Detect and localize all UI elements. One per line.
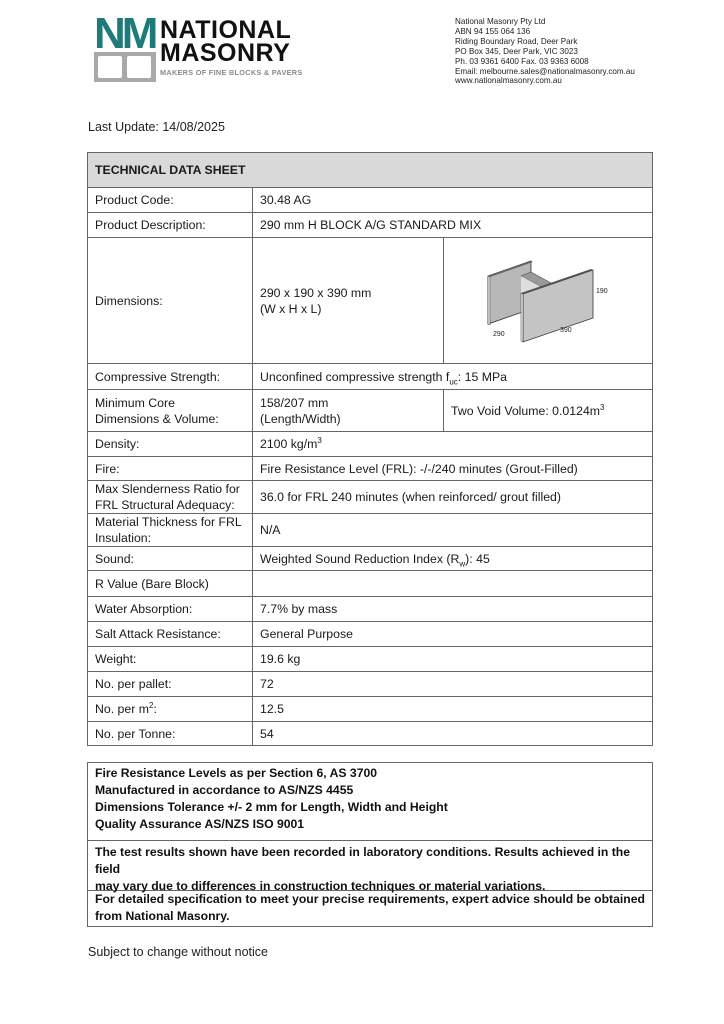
advice-section: For detailed specification to meet your precise requirements, expert advice should be obtained from National Masonry.	[95, 892, 645, 923]
min-core-value: 158/207 mm (Length/Width)	[253, 390, 444, 432]
table-row	[88, 481, 653, 514]
dimensions-diagram-cell	[444, 238, 653, 364]
salt-attack-label: Salt Attack Resistance:	[88, 622, 253, 647]
table-row	[88, 364, 653, 390]
material-thickness-label: Material Thickness for FRL Insulation:	[88, 514, 253, 547]
table-row	[88, 672, 653, 697]
company-address-2: PO Box 345, Deer Park, VIC 3023	[455, 46, 578, 56]
per-pallet-label: No. per pallet:	[88, 672, 253, 697]
company-email[interactable]: Email: melbourne.sales@nationalmasonry.com.au	[455, 66, 635, 76]
logo-nm-text: NM	[94, 16, 155, 52]
dimensions-label: Dimensions:	[88, 238, 253, 364]
table-row	[88, 432, 653, 457]
table-row	[88, 390, 653, 432]
company-address-1: Riding Boundary Road, Deer Park	[455, 36, 578, 46]
weight-value: 19.6 kg	[253, 647, 653, 672]
table-row	[88, 597, 653, 622]
diagram-height-label: 190	[596, 287, 608, 295]
diagram-width-label: 290	[493, 330, 505, 338]
sound-label: Sound:	[88, 547, 253, 571]
standards-section	[88, 763, 652, 841]
table-row	[88, 238, 653, 364]
void-volume-value: Two Void Volume: $0.0124m^3$	[444, 390, 653, 432]
slenderness-value: 36.0 for FRL 240 minutes (when reinforced/ grout filled)	[253, 481, 653, 514]
dimensions-value-line2: (W x H x L)	[260, 301, 322, 316]
diagram-length-label: 390	[560, 326, 572, 334]
standard-item: Manufactured in accordance to AS/NZS 4455	[95, 783, 354, 797]
logo-block-icon	[94, 52, 156, 82]
per-m2-label: No. per $m^2$:	[88, 697, 253, 722]
h-block-diagram-icon	[483, 256, 613, 346]
water-absorption-label: Water Absorption:	[88, 597, 253, 622]
table-row	[88, 547, 653, 571]
product-code-label: Product Code:	[88, 188, 253, 213]
company-name: National Masonry Pty Ltd	[455, 17, 546, 26]
density-label: Density:	[88, 432, 253, 457]
product-description-value: 290 mm H BLOCK A/G STANDARD MIX	[253, 213, 653, 238]
logo-word-national: NATIONAL	[160, 16, 292, 44]
compressive-strength-value: Unconfined compressive strength $f_{uc}$: 15 MPa	[253, 364, 653, 390]
standard-item: Dimensions Tolerance +/- 2 mm for Length, Width and Height	[95, 800, 448, 814]
disclaimer-section: The test results shown have been recorded in laboratory conditions. Results achieved in the field may vary due to differences in construction techniques or material variations.	[88, 841, 652, 891]
company-contact	[455, 17, 635, 86]
logo-mark	[94, 16, 156, 82]
table-row	[88, 188, 653, 213]
r-value-label: R Value (Bare Block)	[88, 571, 253, 597]
company-abn: ABN 94 155 064 136	[455, 26, 531, 36]
table-row	[88, 722, 653, 746]
weight-label: Weight:	[88, 647, 253, 672]
table-row	[88, 213, 653, 238]
logo-word-masonry: MASONRY	[160, 39, 291, 67]
technical-data-table	[87, 152, 653, 746]
density-value: 2100 $kg/m^3$	[253, 432, 653, 457]
table-title: TECHNICAL DATA SHEET	[88, 153, 653, 188]
per-tonne-label: No. per Tonne:	[88, 722, 253, 746]
product-code-value: 30.48 AG	[253, 188, 653, 213]
company-logo	[94, 16, 310, 82]
compressive-strength-label: Compressive Strength:	[88, 364, 253, 390]
table-row	[88, 697, 653, 722]
fire-label: Fire:	[88, 457, 253, 481]
fire-value: Fire Resistance Level (FRL): -/-/240 minutes (Grout-Filled)	[253, 457, 653, 481]
slenderness-label: Max Slenderness Ratio for FRL Structural Adequacy:	[88, 481, 253, 514]
table-row	[88, 457, 653, 481]
table-row	[88, 622, 653, 647]
logo-tagline: MAKERS OF FINE BLOCKS & PAVERS	[160, 68, 303, 77]
table-row	[88, 514, 653, 547]
salt-attack-value: General Purpose	[253, 622, 653, 647]
per-pallet-value: 72	[253, 672, 653, 697]
material-thickness-value: N/A	[253, 514, 653, 547]
r-value-value	[253, 571, 653, 597]
dimensions-value-line1: 290 x 190 x 390 mm	[260, 285, 372, 300]
water-absorption-value: 7.7% by mass	[253, 597, 653, 622]
dimensions-value	[253, 238, 444, 364]
footer-note: Subject to change without notice	[88, 945, 268, 959]
company-phone-fax: Ph. 03 9361 6400 Fax. 03 9363 6008	[455, 56, 589, 66]
standard-item: Fire Resistance Levels as per Section 6, AS 3700	[95, 766, 378, 780]
standard-item: Quality Assurance AS/NZS ISO 9001	[95, 817, 305, 831]
table-row	[88, 647, 653, 672]
last-update: Last Update: 14/08/2025	[88, 120, 225, 134]
min-core-label: Minimum Core Dimensions & Volume:	[88, 390, 253, 432]
notes-box	[87, 762, 653, 927]
sound-value: Weighted Sound Reduction Index $(R_w)$: 45	[253, 547, 653, 571]
per-tonne-value: 54	[253, 722, 653, 746]
product-description-label: Product Description:	[88, 213, 253, 238]
table-row	[88, 571, 653, 597]
table-header-row	[88, 153, 653, 188]
per-m2-value: 12.5	[253, 697, 653, 722]
company-website[interactable]: www.nationalmasonry.com.au	[455, 76, 562, 86]
